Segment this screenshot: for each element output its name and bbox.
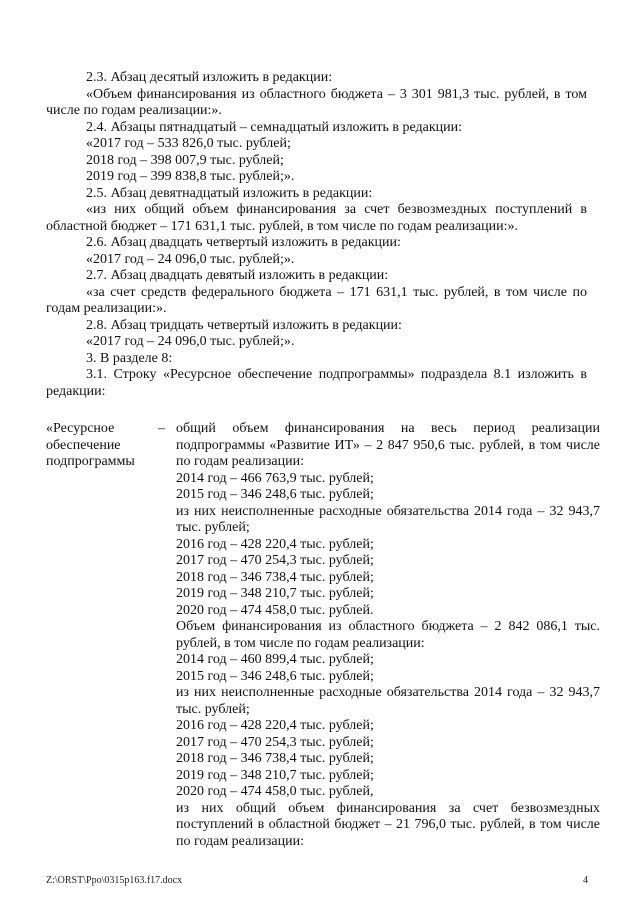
paragraph-2017: «2017 год – 533 826,0 тыс. рублей; — [86, 136, 291, 151]
resource-line: 2015 год – 346 248,6 тыс. рублей; — [176, 668, 374, 684]
paragraph-2018: 2018 год – 398 007,9 тыс. рублей; — [86, 152, 284, 168]
resource-line: 2019 год – 348 210,7 тыс. рублей; — [176, 586, 374, 601]
paragraph-2-5: 2.5. Абзац девятнадцатый изложить в редакции: — [86, 185, 373, 201]
resource-line: из них неисполненные расходные обязательства 2014 года – 32 943,7 тыс. рублей; — [176, 685, 600, 717]
resource-label-line: обеспечение — [46, 437, 121, 453]
resource-content — [176, 421, 600, 850]
resource-line: из них неисполненные расходные обязательства 2014 года – 32 943,7 тыс. рублей; — [176, 503, 600, 535]
resource-line: 2016 год – 428 220,4 тыс. рублей; — [176, 536, 374, 552]
resource-label-line: «Ресурсное — [46, 421, 115, 436]
resource-line: 2018 год – 346 738,4 тыс. рублей; — [176, 751, 374, 766]
resource-line: 2014 год – 466 763,9 тыс. рублей; — [176, 470, 374, 486]
resource-line: 2018 год – 346 738,4 тыс. рублей; — [176, 569, 374, 585]
paragraph-2019: 2019 год – 399 838,8 тыс. рублей;». — [86, 169, 295, 184]
resource-line: 2019 год – 348 210,7 тыс. рублей; — [176, 767, 374, 783]
resource-line: общий объем финансирования на весь период реализации подпрограммы «Развитие ИТ» – 2 847 950,6 тыс. рублей, в том числе по годам реализации: — [176, 421, 600, 469]
resource-line: из них общий объем финансирования за счет безвозмездных поступлений в областной бюджет – 21 796,0 тыс. рублей, в том числе по годам реализации: — [176, 800, 600, 849]
resource-line: 2020 год – 474 458,0 тыс. рублей, — [176, 784, 374, 799]
page-number: 4 — [583, 875, 588, 886]
resource-line: 2017 год – 470 254,3 тыс. рублей; — [176, 734, 374, 750]
resource-table — [46, 421, 600, 850]
resource-line: Объем финансирования из областного бюджета – 2 842 086,1 тыс. рублей, в том числе по годам реализации: — [176, 619, 600, 651]
section-spacer — [46, 400, 587, 421]
paragraph-2-5-text: «из них общий объем финансирования за счет безвозмездных поступлений в областной бюджет – 171 631,1 тыс. рублей, в том числе по годам реализации:». — [46, 202, 587, 234]
resource-line: 2014 год – 460 899,4 тыс. рублей; — [176, 652, 374, 667]
paragraph-2-6: 2.6. Абзац двадцать четвертый изложить в редакции: — [86, 235, 401, 250]
paragraph-3-1: 3.1. Строку «Ресурсное обеспечение подпрограммы» подраздела 8.1 изложить в редакции: — [46, 367, 587, 399]
paragraph-2-4: 2.4. Абзацы пятнадцатый – семнадцатый изложить в редакции: — [86, 119, 463, 135]
resource-line: 2016 год – 428 220,4 тыс. рублей; — [176, 718, 374, 733]
resource-line: 2017 год – 470 254,3 тыс. рублей; — [176, 553, 374, 568]
paragraph-2-7: 2.7. Абзац двадцать девятый изложить в редакции: — [86, 268, 389, 283]
resource-line: 2015 год – 346 248,6 тыс. рублей; — [176, 487, 374, 502]
resource-line: 2020 год – 474 458,0 тыс. рублей. — [176, 602, 374, 618]
paragraph-2-3-text: «Объем финансирования из областного бюджета – 3 301 981,3 тыс. рублей, в том числе по годам реализации:». — [46, 86, 587, 118]
paragraph-2-3: 2.3. Абзац десятый изложить в редакции: — [86, 70, 333, 85]
paragraph-2-8-text: «2017 год – 24 096,0 тыс. рублей;». — [86, 334, 295, 349]
resource-dash: – — [158, 421, 165, 436]
footer-file-path: Z:\ORST\Ppo\0315p163.f17.docx — [46, 875, 183, 886]
paragraph-2-8: 2.8. Абзац тридцать четвертый изложить в редакции: — [86, 317, 402, 333]
resource-label-line: подпрограммы — [46, 454, 135, 469]
document-body — [46, 70, 600, 850]
resource-label — [46, 421, 146, 471]
paragraph-3: 3. В разделе 8: — [86, 350, 173, 366]
paragraph-2-6-text: «2017 год – 24 096,0 тыс. рублей;». — [86, 251, 295, 267]
paragraph-2-7-text: «за счет средств федерального бюджета – 171 631,1 тыс. рублей, в том числе по годам реализации:». — [46, 284, 587, 316]
